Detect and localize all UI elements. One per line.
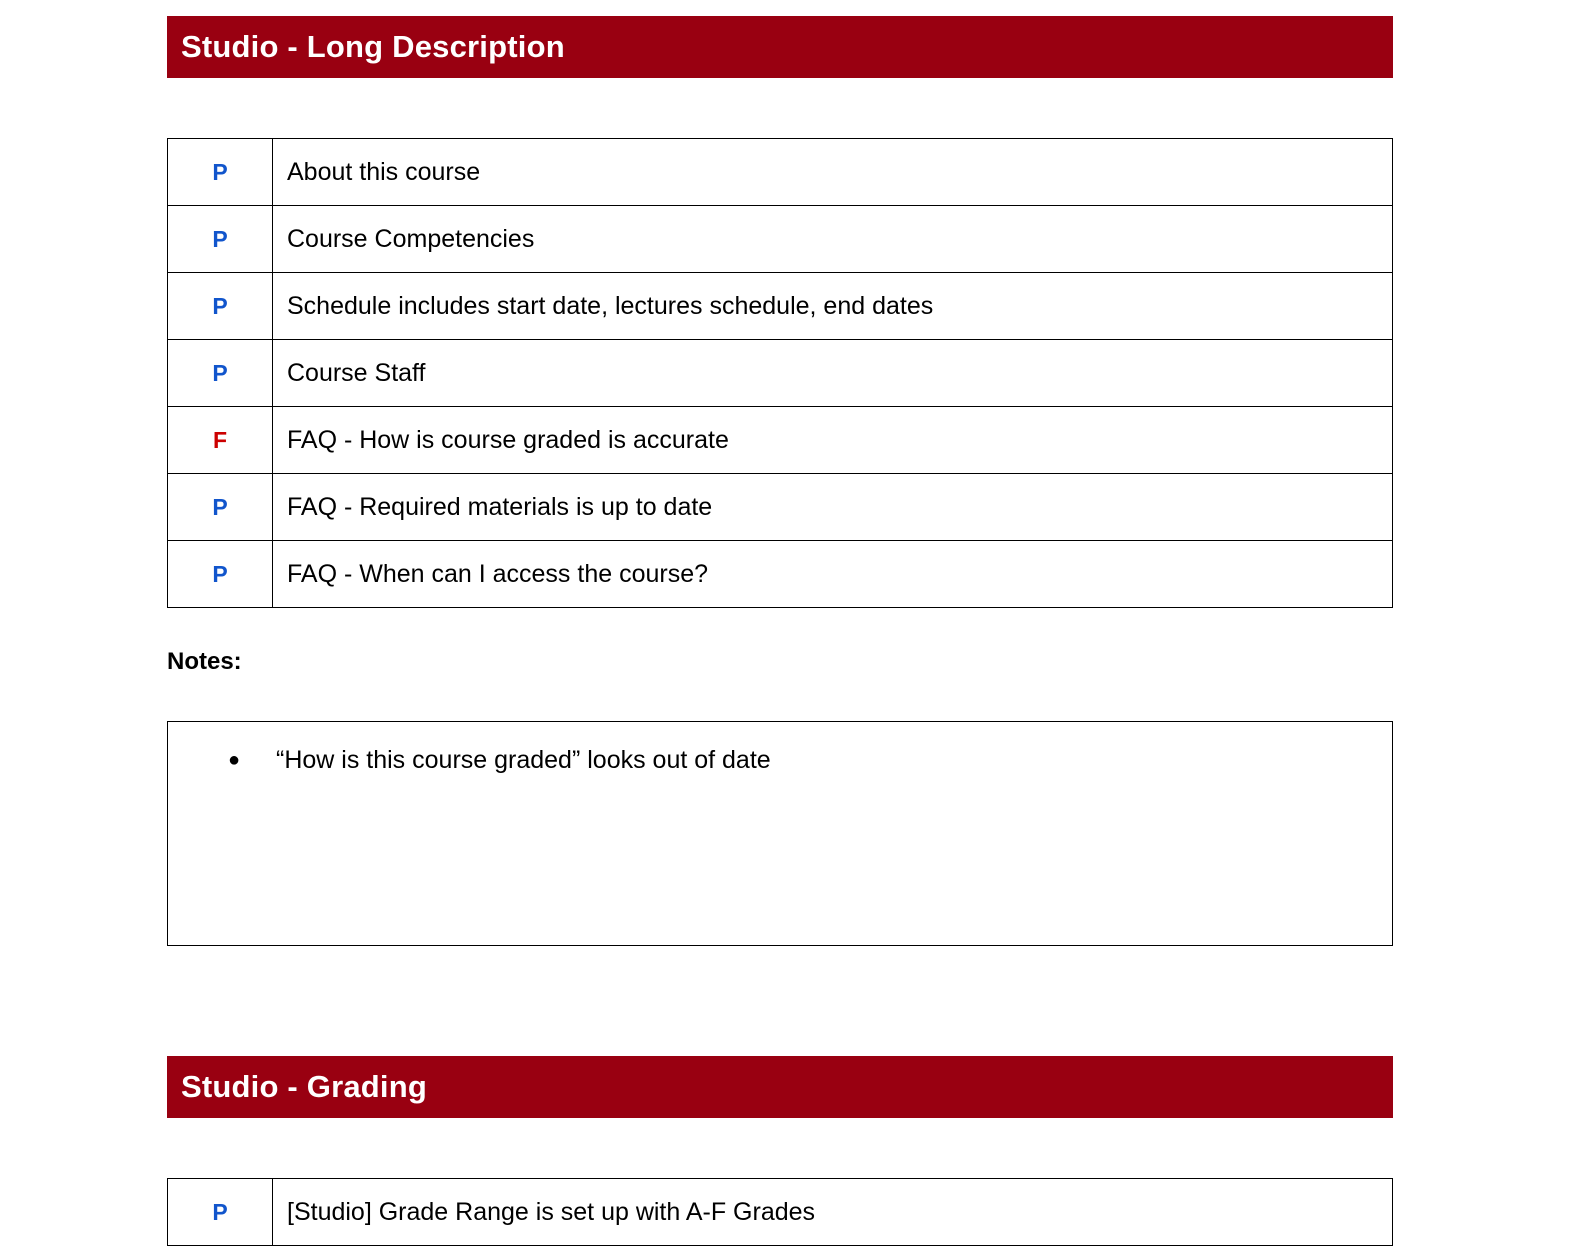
status-badge: P (168, 340, 273, 407)
status-badge: P (168, 273, 273, 340)
section-heading: Studio - Grading (181, 1069, 428, 1104)
section-banner-grading (167, 1056, 1393, 1118)
status-badge: F (168, 407, 273, 474)
table-row (168, 474, 1393, 541)
notes-box (167, 721, 1393, 946)
checklist-item-label: FAQ - Required materials is up to date (273, 474, 1393, 541)
table-row (168, 139, 1393, 206)
notes-label: Notes: (167, 648, 242, 675)
checklist-item-label: Course Competencies (273, 206, 1393, 273)
table-row (168, 206, 1393, 273)
status-badge: P (168, 474, 273, 541)
table-row (168, 340, 1393, 407)
checklist-item-label: [Studio] Grade Range is set up with A-F Grades (273, 1179, 1393, 1246)
checklist-table-long-description (167, 138, 1393, 608)
table-row (168, 1179, 1393, 1246)
list-item (168, 744, 1392, 778)
table-row (168, 273, 1393, 340)
checklist-item-label: FAQ - When can I access the course? (273, 541, 1393, 608)
notes-list (168, 722, 1392, 778)
note-text: “How is this course graded” looks out of date (276, 746, 771, 774)
status-badge: P (168, 139, 273, 206)
table-row (168, 407, 1393, 474)
checklist-item-label: Schedule includes start date, lectures schedule, end dates (273, 273, 1393, 340)
status-badge: P (168, 541, 273, 608)
section-heading: Studio - Long Description (181, 29, 565, 64)
checklist-item-label: Course Staff (273, 340, 1393, 407)
checklist-item-label: About this course (273, 139, 1393, 206)
bullet-icon: ● (228, 749, 241, 771)
status-badge: P (168, 1179, 273, 1246)
section-banner-long-description (167, 16, 1393, 78)
checklist-item-label: FAQ - How is course graded is accurate (273, 407, 1393, 474)
status-badge: P (168, 206, 273, 273)
table-row (168, 541, 1393, 608)
